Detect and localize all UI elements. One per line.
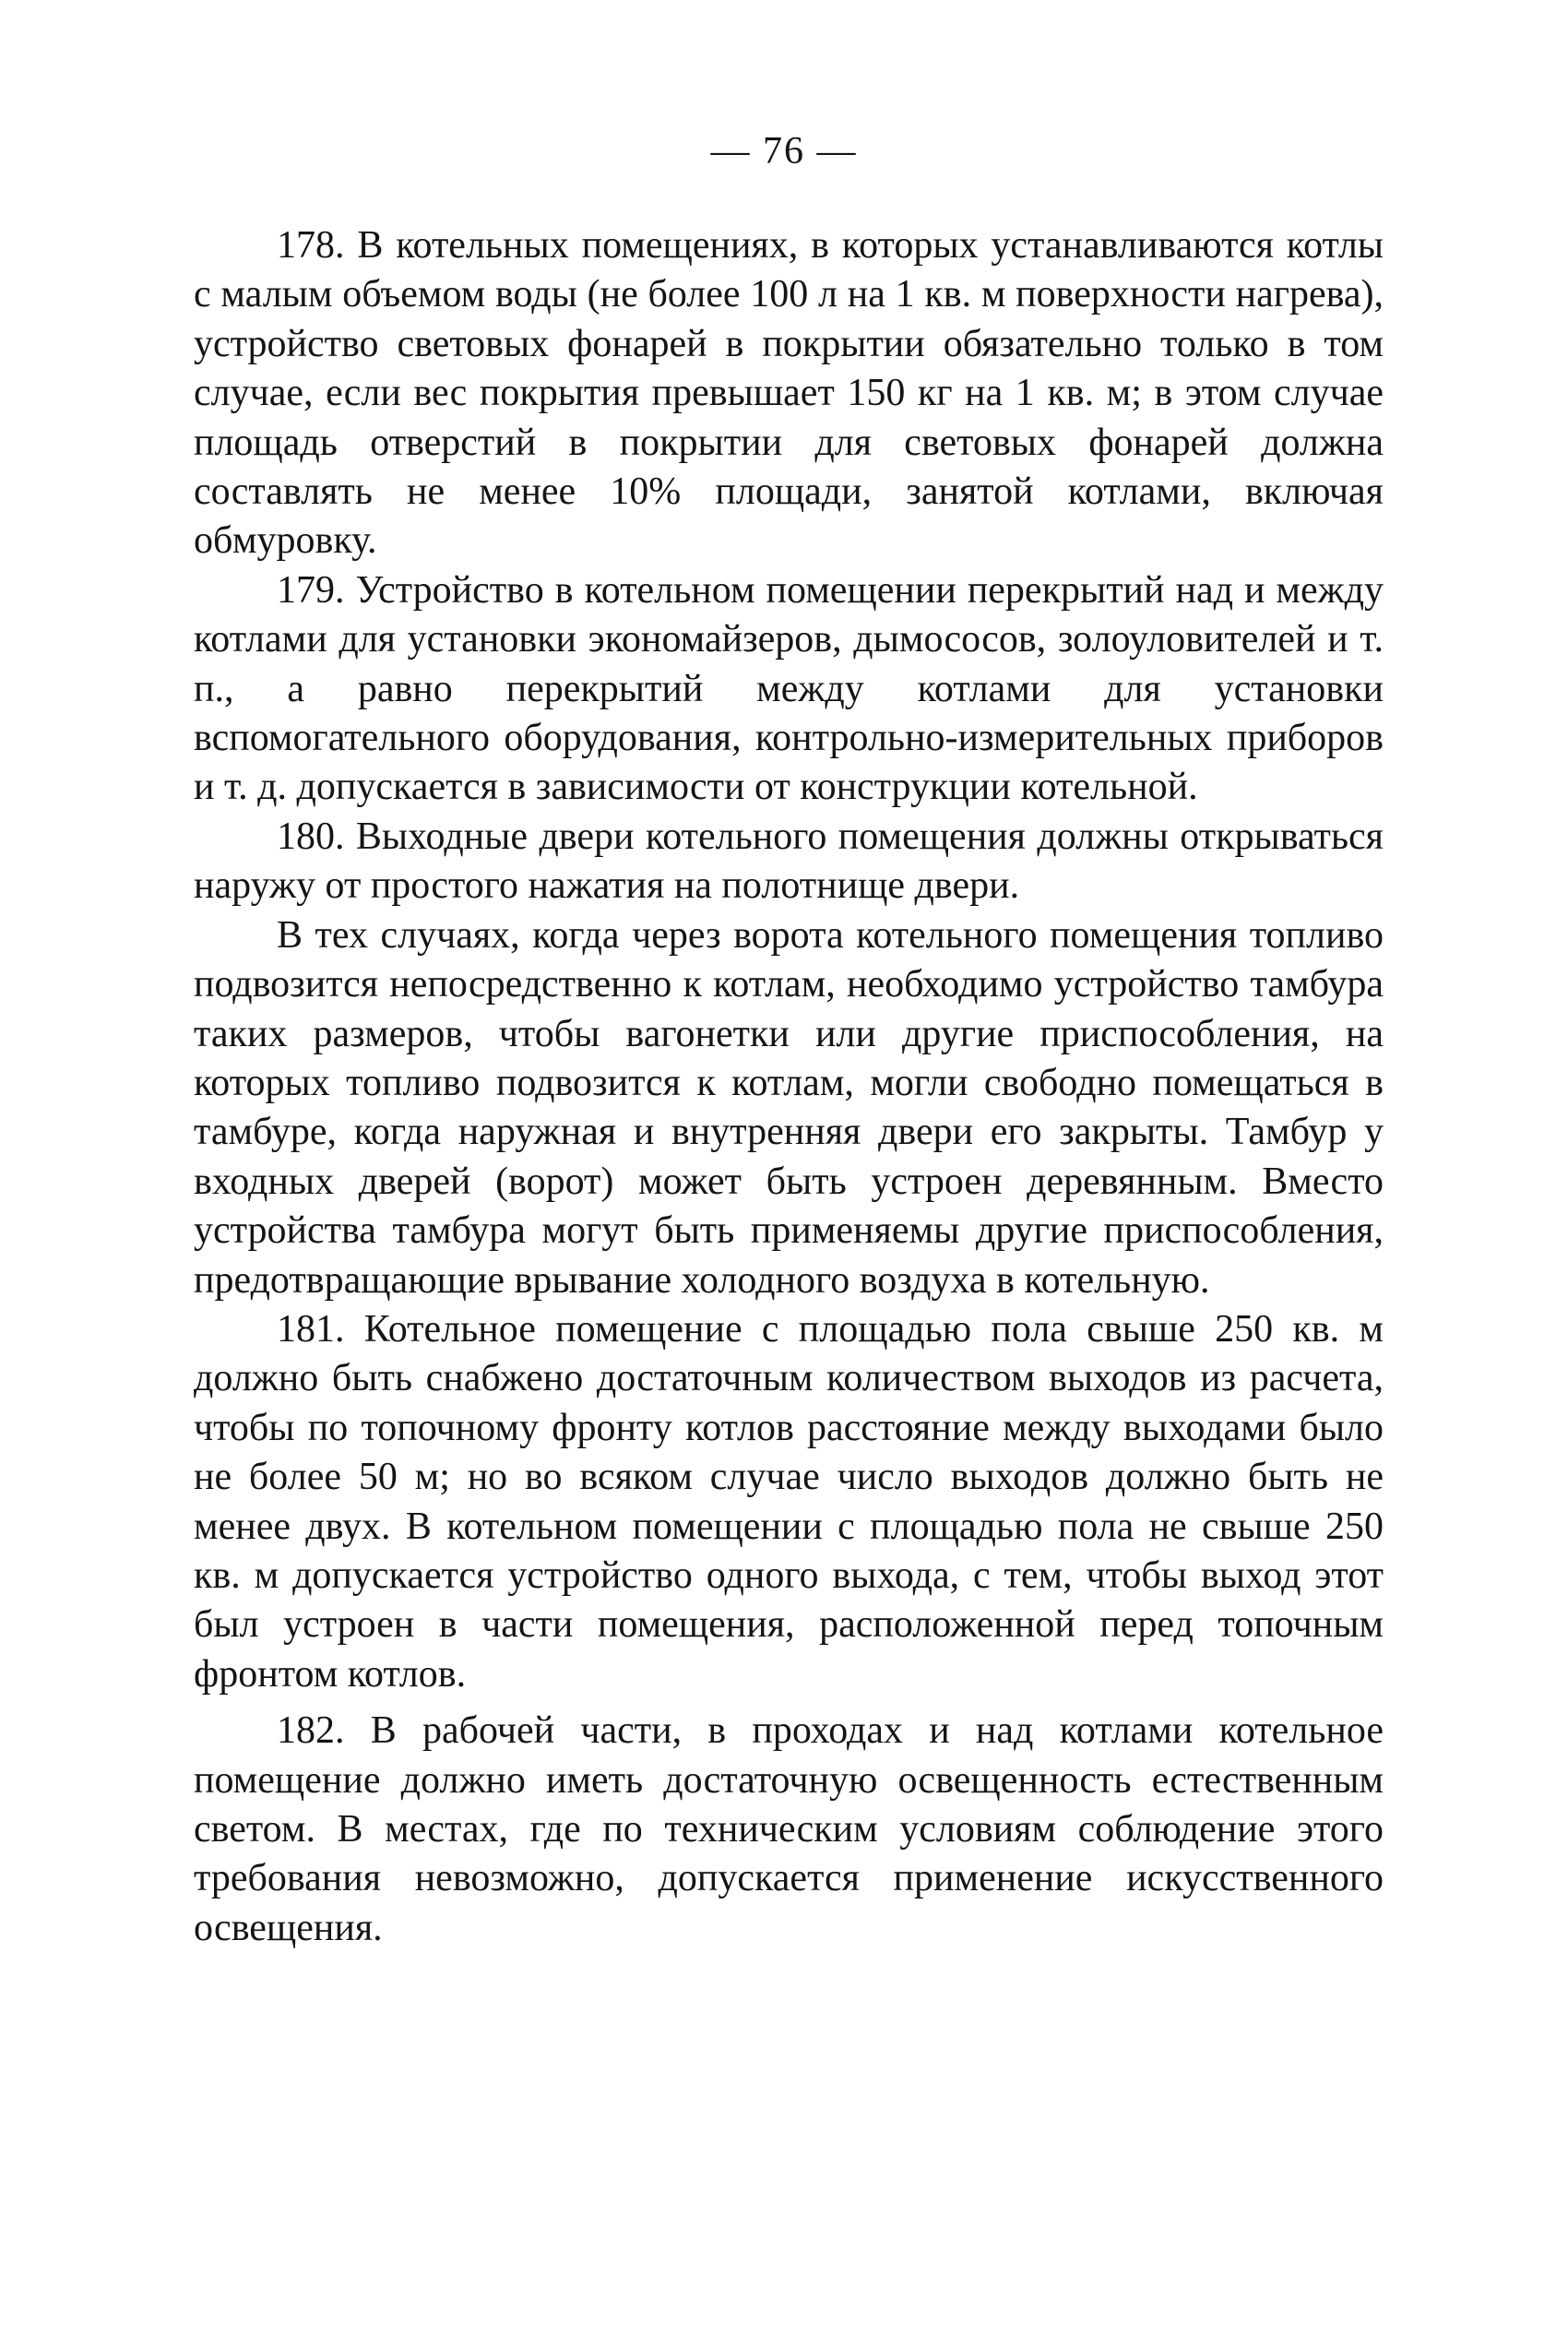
paragraph-179: 179. Устройство в котельном помещении перекрытий над и между котлами для установки экономайзеров, дымососов, золоуловителей и т. п., а равно перекрытий между котлами для установки вспомогательного оборудования, контрольно-измерительных приборов и т. д. допускается в зависимости от конструкции котельной. — [194, 568, 1384, 809]
paragraph-180-continued: В тех случаях, когда через ворота котельного помещения топливо подвозится непосредственно к котлам, необходимо устройство тамбура таких размеров, чтобы вагонетки или другие приспособления, на которых топливо подвозится к котлам, могли свободно помещаться в тамбуре, когда наружная и внутренняя двери его закрыты. Тамбур у входных дверей (ворот) может быть устроен деревянным. Вместо устройства тамбура могут быть применяемы другие приспособления, предотвращающие врывание холодного воздуха в котельную. — [194, 913, 1384, 1302]
paragraph-180: 180. Выходные двери котельного помещения должны открываться наружу от простого нажатия на полотнище двери. — [194, 815, 1384, 908]
paragraph-178: 178. В котельных помещениях, в которых устанавливаются котлы с малым объемом воды (не более 100 л на 1 кв. м поверхности нагрева), устройство световых фонарей в покрытии обязательно только в том случае, если вес покрытия превышает 150 кг на 1 кв. м; в этом случае площадь отверстий в покрытии для световых фонарей должна составлять не менее 10% площади, занятой котлами, включая обмуровку. — [194, 224, 1384, 563]
body-text — [194, 221, 1384, 1953]
paragraph-182: 182. В рабочей части, в проходах и над котлами котельное помещение должно иметь достаточную освещенность естественным светом. В местах, где по техническим условиям соблюдение этого требования невозможно, допускается применение искусственного освещения. — [194, 1709, 1384, 1949]
paragraph-181: 181. Котельное помещение с площадью пола свыше 250 кв. м должно быть снабжено достаточным количеством выходов из расчета, чтобы по топочному фронту котлов расстояние между выходами было не более 50 м; но во всяком случае число выходов должно быть не менее двух. В котельном помещении с площадью пола не свыше 250 кв. м допускается устройство одного выхода, с тем, чтобы выход этот был устроен в части помещения, расположенной перед топочным фронтом котлов. — [194, 1307, 1384, 1696]
page-number: — 76 — — [710, 130, 858, 173]
